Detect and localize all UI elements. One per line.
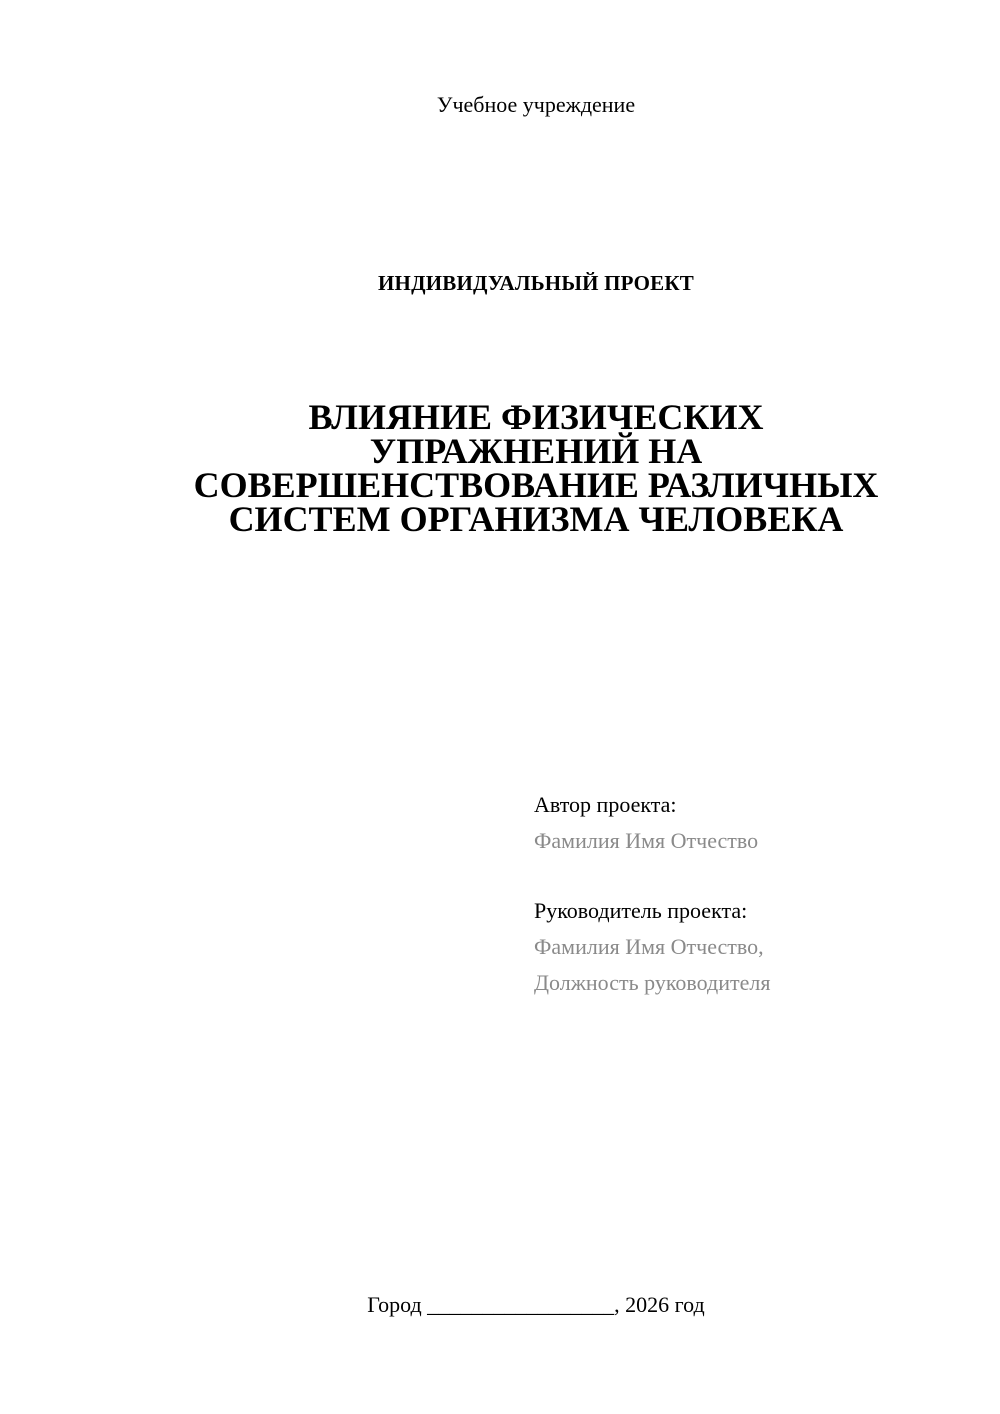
project-type-heading: ИНДИВИДУАЛЬНЫЙ ПРОЕКТ bbox=[378, 271, 694, 295]
project-title-line: СИСТЕМ ОРГАНИЗМА ЧЕЛОВЕКА bbox=[228, 499, 844, 539]
project-title-line: СОВЕРШЕНСТВОВАНИЕ РАЗЛИЧНЫХ bbox=[193, 465, 879, 505]
project-title bbox=[0, 397, 1000, 539]
author-name: Фамилия Имя Отчество bbox=[534, 828, 759, 853]
supervisor-block bbox=[534, 893, 954, 1001]
city-year-footer: Город _________________, 2026 год bbox=[367, 1292, 705, 1317]
supervisor-label: Руководитель проекта: bbox=[534, 898, 748, 923]
institution-name: Учебное учреждение bbox=[436, 92, 636, 117]
author-label: Автор проекта: bbox=[534, 792, 677, 817]
project-title-line: УПРАЖНЕНИЙ НА bbox=[369, 431, 703, 471]
project-title-line: ВЛИЯНИЕ ФИЗИЧЕСКИХ bbox=[308, 397, 764, 437]
author-block bbox=[534, 787, 954, 859]
supervisor-name: Фамилия Имя Отчество, bbox=[534, 934, 764, 959]
supervisor-position: Должность руководителя bbox=[534, 970, 771, 995]
